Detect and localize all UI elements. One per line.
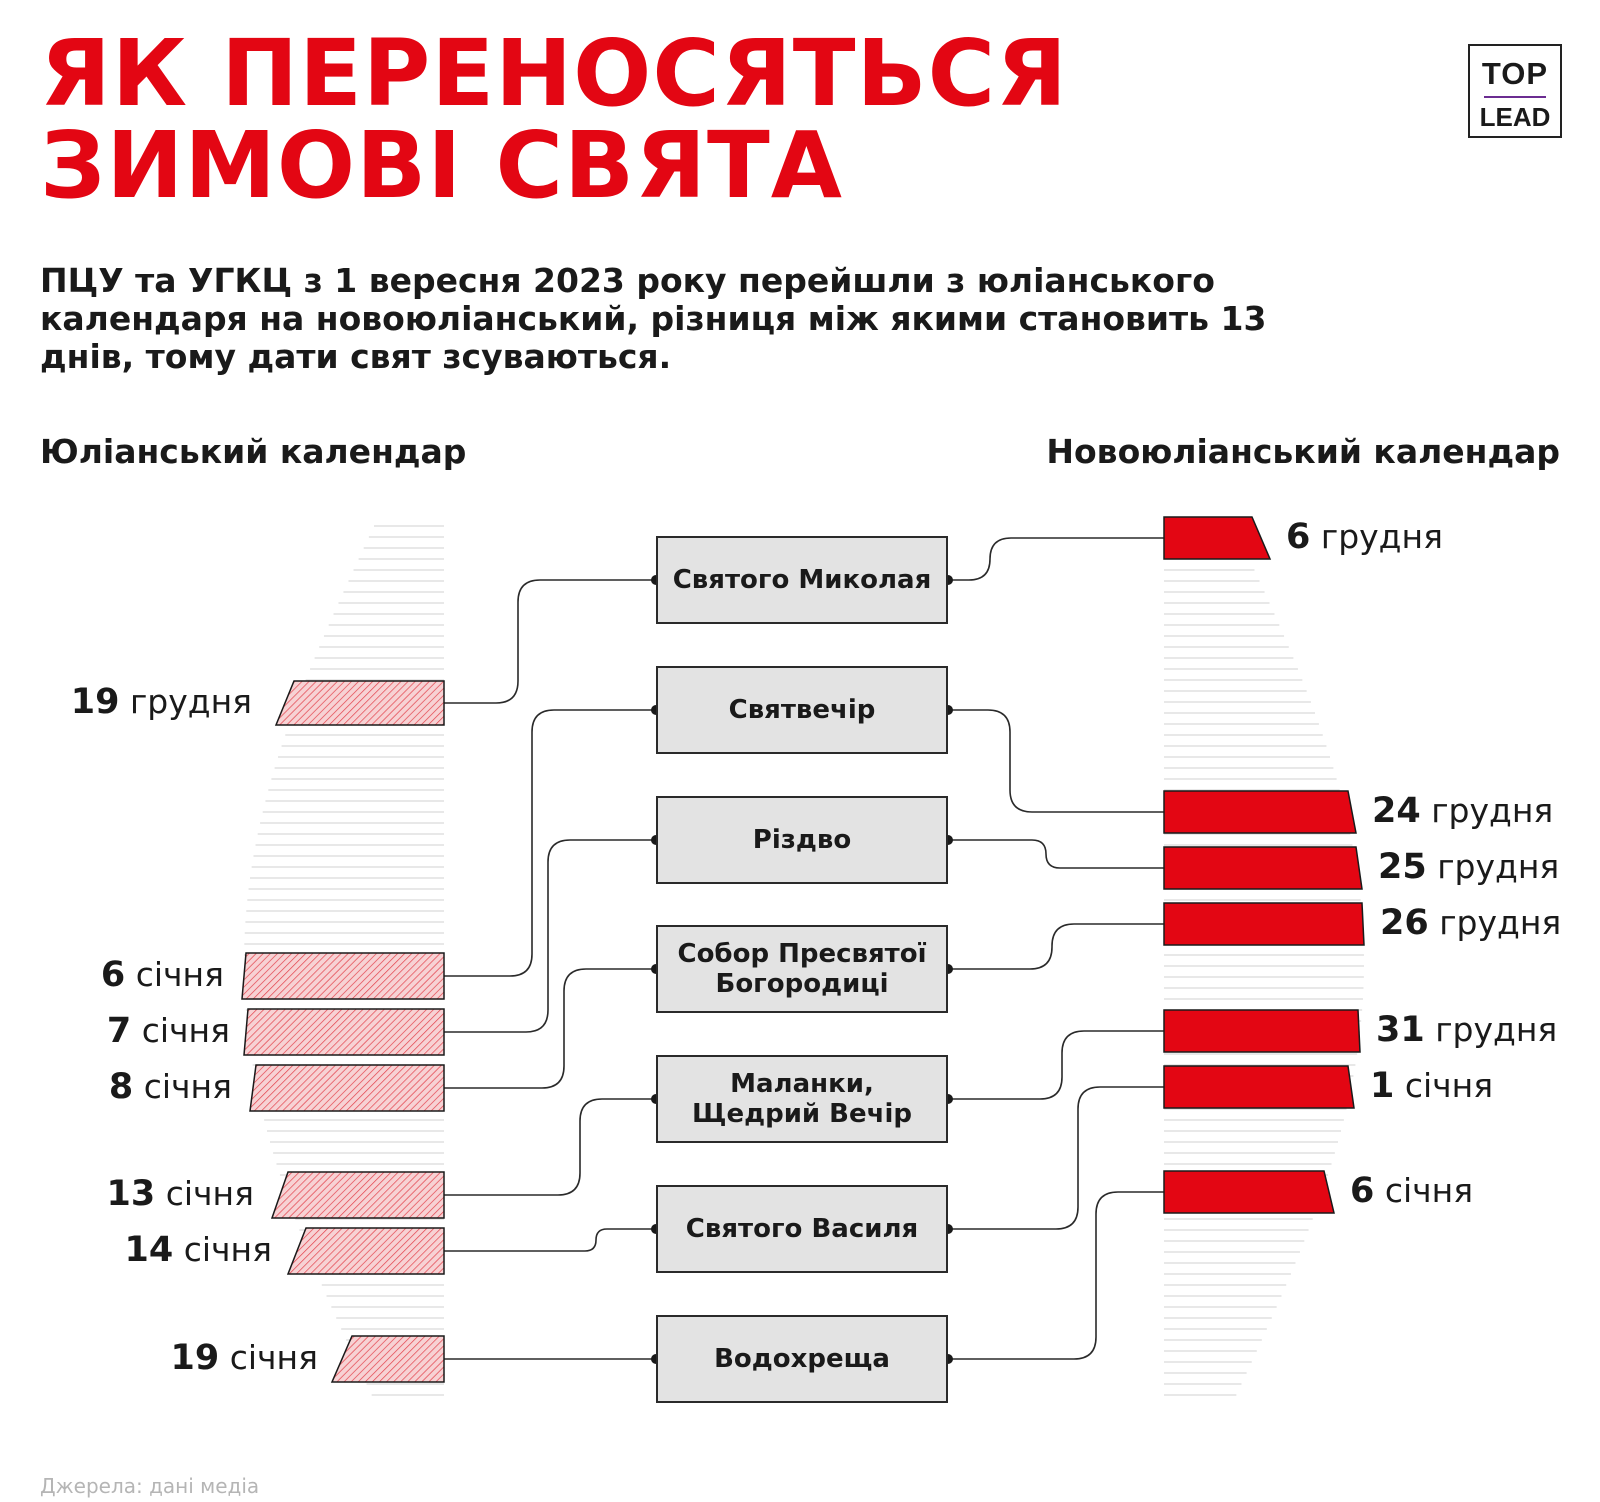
julian-date-bar: [244, 1009, 444, 1055]
julian-connector: [444, 840, 656, 1032]
new-julian-connector: [948, 710, 1164, 812]
event-box: Собор Пресвятої Богородиці: [656, 925, 948, 1013]
julian-date-bars: [242, 681, 444, 1382]
title-line-2: ЗИМОВІ СВЯТА: [40, 112, 843, 219]
new-julian-month: січня: [1404, 1066, 1494, 1105]
new-julian-date-label: [1372, 791, 1553, 831]
julian-date-label: [71, 682, 252, 722]
new-julian-date-bar: [1164, 1171, 1334, 1213]
new-julian-month: грудня: [1320, 517, 1443, 556]
new-julian-date-label: [1378, 847, 1559, 887]
julian-day: 7: [106, 1011, 132, 1051]
new-julian-date-label: [1350, 1171, 1473, 1211]
new-julian-date-bar: [1164, 1010, 1360, 1052]
logo-line-2: LEAD: [1479, 102, 1551, 132]
new-julian-background-stripes: [1164, 526, 1364, 1395]
julian-day: 19: [170, 1338, 220, 1378]
julian-month: січня: [165, 1174, 254, 1213]
new-julian-connector: [948, 924, 1164, 969]
julian-date-bar: [250, 1065, 444, 1111]
julian-connector: [444, 580, 656, 703]
julian-date-label: [109, 1067, 232, 1107]
new-julian-calendar-heading: Новоюліанський календар: [1046, 432, 1560, 471]
julian-connector: [444, 710, 656, 976]
new-julian-month: січня: [1384, 1171, 1474, 1210]
new-julian-date-label: [1286, 517, 1443, 557]
julian-day: 8: [108, 1067, 134, 1107]
julian-connector: [444, 1099, 656, 1195]
julian-date-bar: [242, 953, 444, 999]
new-julian-connector: [948, 1031, 1164, 1099]
new-julian-month: грудня: [1437, 847, 1560, 886]
event-box: Святого Василя: [656, 1185, 948, 1273]
julian-date-label: [125, 1230, 272, 1270]
julian-date-bar: [276, 681, 444, 725]
new-julian-date-bar: [1164, 1066, 1354, 1108]
julian-month: січня: [143, 1067, 232, 1106]
new-julian-date-label: [1370, 1066, 1493, 1106]
new-julian-date-label: [1380, 903, 1561, 943]
new-julian-month: грудня: [1431, 791, 1554, 830]
julian-date-label: [107, 1011, 230, 1051]
event-box: Різдво: [656, 796, 948, 884]
new-julian-month: грудня: [1439, 903, 1562, 942]
julian-day: 19: [70, 682, 120, 722]
julian-date-label: [171, 1338, 318, 1378]
julian-date-bar: [272, 1172, 444, 1218]
julian-date-label: [107, 1174, 254, 1214]
new-julian-date-bar: [1164, 791, 1356, 833]
new-julian-connector: [948, 1192, 1164, 1359]
julian-month: січня: [183, 1230, 272, 1269]
new-julian-date-label: [1376, 1010, 1557, 1050]
julian-calendar-heading: Юліанський календар: [40, 432, 467, 471]
julian-day: 14: [124, 1230, 174, 1270]
new-julian-day: 31: [1376, 1010, 1425, 1050]
event-box: Маланки, Щедрий Вечір: [656, 1055, 948, 1143]
new-julian-date-bar: [1164, 517, 1270, 559]
new-julian-day: 24: [1372, 791, 1421, 831]
julian-day: 6: [100, 955, 126, 995]
new-julian-month: грудня: [1435, 1010, 1558, 1049]
title-line-1: ЯК ПЕРЕНОСЯТЬСЯ: [40, 20, 1068, 127]
julian-month: січня: [141, 1011, 230, 1050]
logo-line-1: TOP: [1481, 56, 1549, 91]
event-box: Святвечір: [656, 666, 948, 754]
new-julian-day: 26: [1380, 903, 1429, 943]
new-julian-day: 25: [1378, 847, 1427, 887]
source-note: Джерела: дані медіа: [40, 1474, 260, 1498]
new-julian-date-bar: [1164, 903, 1364, 945]
event-box: Святого Миколая: [656, 536, 948, 624]
julian-month: січня: [135, 955, 224, 994]
subtitle: ПЦУ та УГКЦ з 1 вересня 2023 року перейшли з юліанського календаря на новоюліанський, різниця між якими становить 13 днів, тому дати свят зсуваються.: [40, 261, 1267, 376]
new-julian-day: 1: [1370, 1066, 1395, 1106]
julian-month: грудня: [129, 682, 252, 721]
julian-day: 13: [106, 1174, 156, 1214]
new-julian-day: 6: [1350, 1171, 1375, 1211]
julian-connector: [444, 969, 656, 1088]
julian-connector: [444, 1229, 656, 1251]
new-julian-connector: [948, 538, 1164, 580]
new-julian-day: 6: [1286, 517, 1311, 557]
julian-date-label: [101, 955, 224, 995]
julian-month: січня: [229, 1338, 318, 1377]
new-julian-connector: [948, 1087, 1164, 1229]
julian-date-bar: [332, 1336, 444, 1382]
julian-date-bar: [288, 1228, 444, 1274]
event-box: Водохреща: [656, 1315, 948, 1403]
new-julian-date-bar: [1164, 847, 1362, 889]
new-julian-date-bars: [1164, 517, 1364, 1213]
new-julian-connector: [948, 840, 1164, 868]
